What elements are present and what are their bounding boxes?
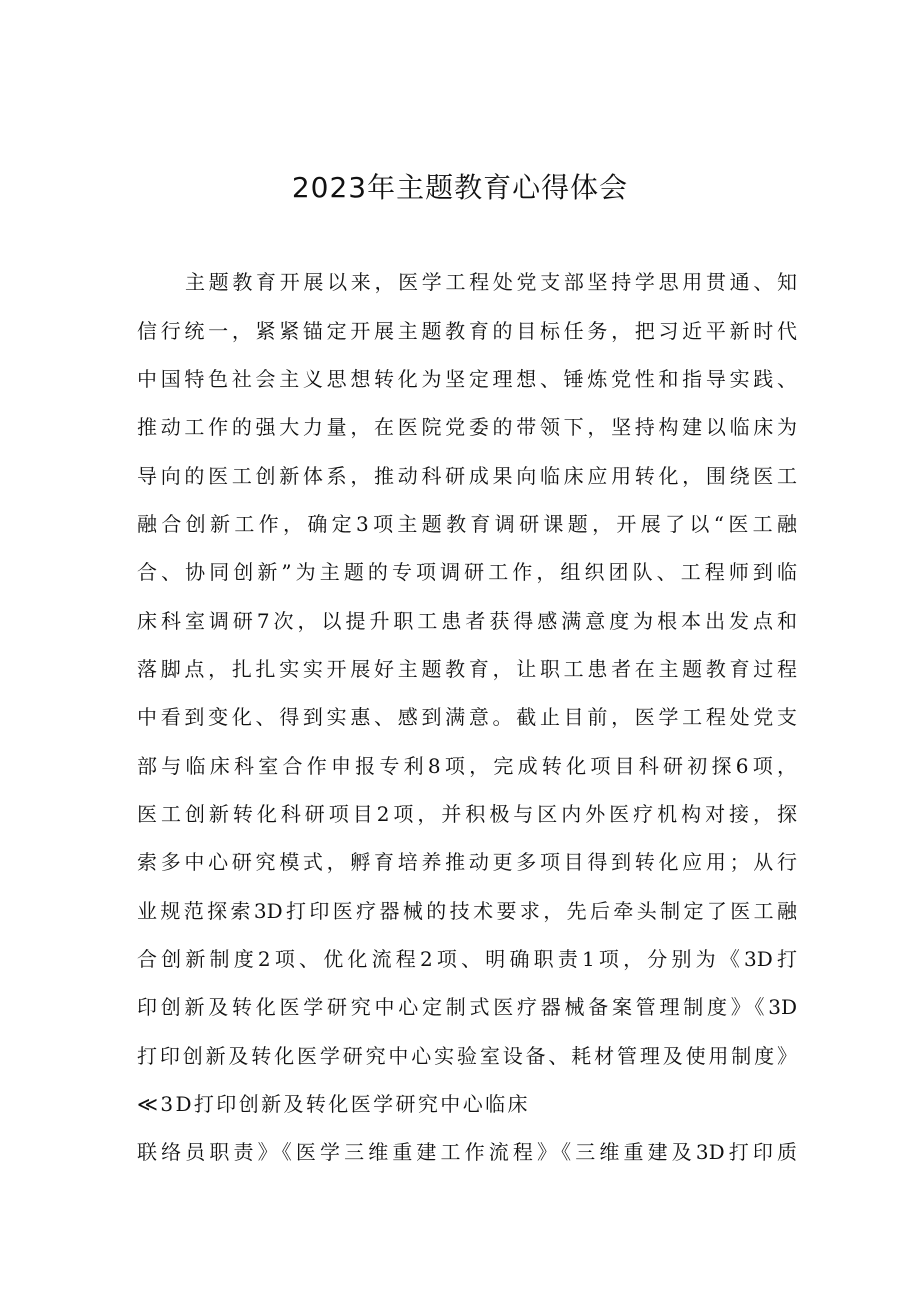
paragraph-line: 中看到变化、得到实惠、感到满意。截止目前，医学工程处党支 — [137, 705, 797, 729]
paragraph-line: 合创新制度2项、优化流程2项、明确职责1项，分别为《3D打 — [137, 947, 797, 971]
paragraph-line: 融合创新工作，确定3项主题教育调研课题，开展了以“医工融 — [137, 512, 797, 536]
paragraph-line: 主题教育开展以来，医学工程处党支部坚持学思用贯通、知 — [185, 270, 797, 294]
paragraph-line: 索多中心研究模式，孵育培养推动更多项目得到转化应用；从行 — [137, 850, 797, 874]
paragraph-line: ≪3D打印创新及转化医学研究中心临床 — [137, 1092, 530, 1116]
paragraph-line: 合、协同创新”为主题的专项调研工作，组织团队、工程师到临 — [137, 560, 797, 584]
paragraph-line: 床科室调研7次，以提升职工患者获得感满意度为根本出发点和 — [137, 609, 797, 633]
paragraph-line: 部与临床科室合作申报专利8项，完成转化项目科研初探6项， — [137, 754, 797, 778]
paragraph-line: 导向的医工创新体系，推动科研成果向临床应用转化，围绕医工 — [137, 464, 797, 488]
paragraph-line: 落脚点，扎扎实实开展好主题教育，让职工患者在主题教育过程 — [137, 657, 797, 681]
paragraph-line: 联络员职责》《医学三维重建工作流程》《三维重建及3D打印质 — [137, 1140, 797, 1164]
paragraph-line: 推动工作的强大力量，在医院党委的带领下，坚持构建以临床为 — [137, 415, 797, 439]
document-title: 2023年主题教育心得体会 — [291, 171, 629, 204]
paragraph-line: 医工创新转化科研项目2项，并积极与区内外医疗机构对接，探 — [137, 802, 797, 826]
paragraph-line: 印创新及转化医学研究中心定制式医疗器械备案管理制度》《3D — [137, 995, 797, 1019]
paragraph-line: 信行统一，紧紧锚定开展主题教育的目标任务，把习近平新时代 — [137, 319, 797, 343]
paragraph-line: 打印创新及转化医学研究中心实验室设备、耗材管理及使用制度》 — [137, 1044, 797, 1068]
paragraph-line: 业规范探索3D打印医疗器械的技术要求，先后牵头制定了医工融 — [137, 899, 797, 923]
paragraph-line: 中国特色社会主义思想转化为坚定理想、锤炼党性和指导实践、 — [137, 367, 797, 391]
